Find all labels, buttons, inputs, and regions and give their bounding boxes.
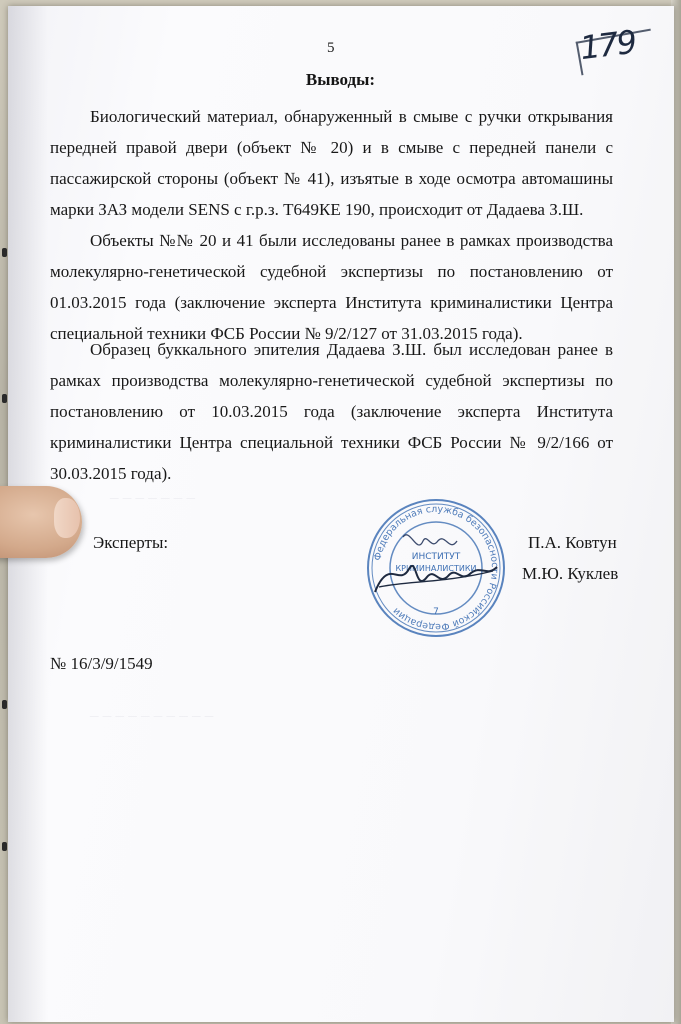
fingernail	[54, 498, 80, 538]
experts-label: Эксперты:	[93, 533, 169, 552]
conclusion-paragraph-1: Биологический материал, обнаруженный в смыве с ручки открывания передней правой двери (объект № 20) и в смыве с передней панели с пассажирской стороны (объект № 41), изъятые в ходе осмотра автомашины марки ЗАЗ модели SENS с г.р.з. Т649КЕ 190, происходит от Дадаева З.Ш.	[50, 107, 613, 219]
binding-hole	[2, 248, 7, 257]
handwritten-page-number: 179	[577, 22, 638, 68]
registration-number: № 16/3/9/1549	[50, 654, 153, 673]
conclusion-paragraph-3: Образец буккального эпителия Дадаева З.Ш. был исследован ранее в рамках производства молекулярно-генетической судебной экспертизы по постановлению от 10.03.2015 года (заключение эксперта Института криминалистики Центра специальной техники ФСБ России № 9/2/166 от 30.03.2015 года).	[50, 340, 613, 483]
binding-hole	[2, 394, 7, 403]
expert-name-2: М.Ю. Куклев	[522, 564, 619, 583]
stamp-center-text-2: КРИМИНАЛИСТИКИ	[395, 564, 477, 573]
stamp-center-text-1: ИНСТИТУТ	[411, 552, 461, 562]
conclusions-heading: Выводы:	[305, 70, 376, 89]
expert-name-1: П.А. Ковтун	[528, 533, 617, 552]
bleed-through-text: _ _ _ _ _ _ _	[110, 482, 195, 501]
conclusion-paragraph-2: Объекты №№ 20 и 41 были исследованы ранее в рамках производства молекулярно-генетической судебной экспертизы по постановлению от 01.03.2015 года (заключение эксперта Института криминалистики Центра специальной техники ФСБ России № 9/2/127 от 31.03.2015 года).	[50, 231, 613, 343]
binding-hole	[2, 842, 7, 851]
official-stamp	[365, 497, 507, 639]
signature-kovtun	[403, 535, 457, 545]
bleed-through-text: _ _ _ _ _ _ _ _ _ _	[90, 700, 214, 719]
stamp-number: 7	[433, 607, 439, 617]
page-number: 5	[327, 40, 335, 56]
stamp-outer-text: Федеральная служба безопасности Российской Федерации	[372, 503, 501, 633]
signature-underline	[379, 571, 493, 587]
binding-hole	[2, 700, 7, 709]
